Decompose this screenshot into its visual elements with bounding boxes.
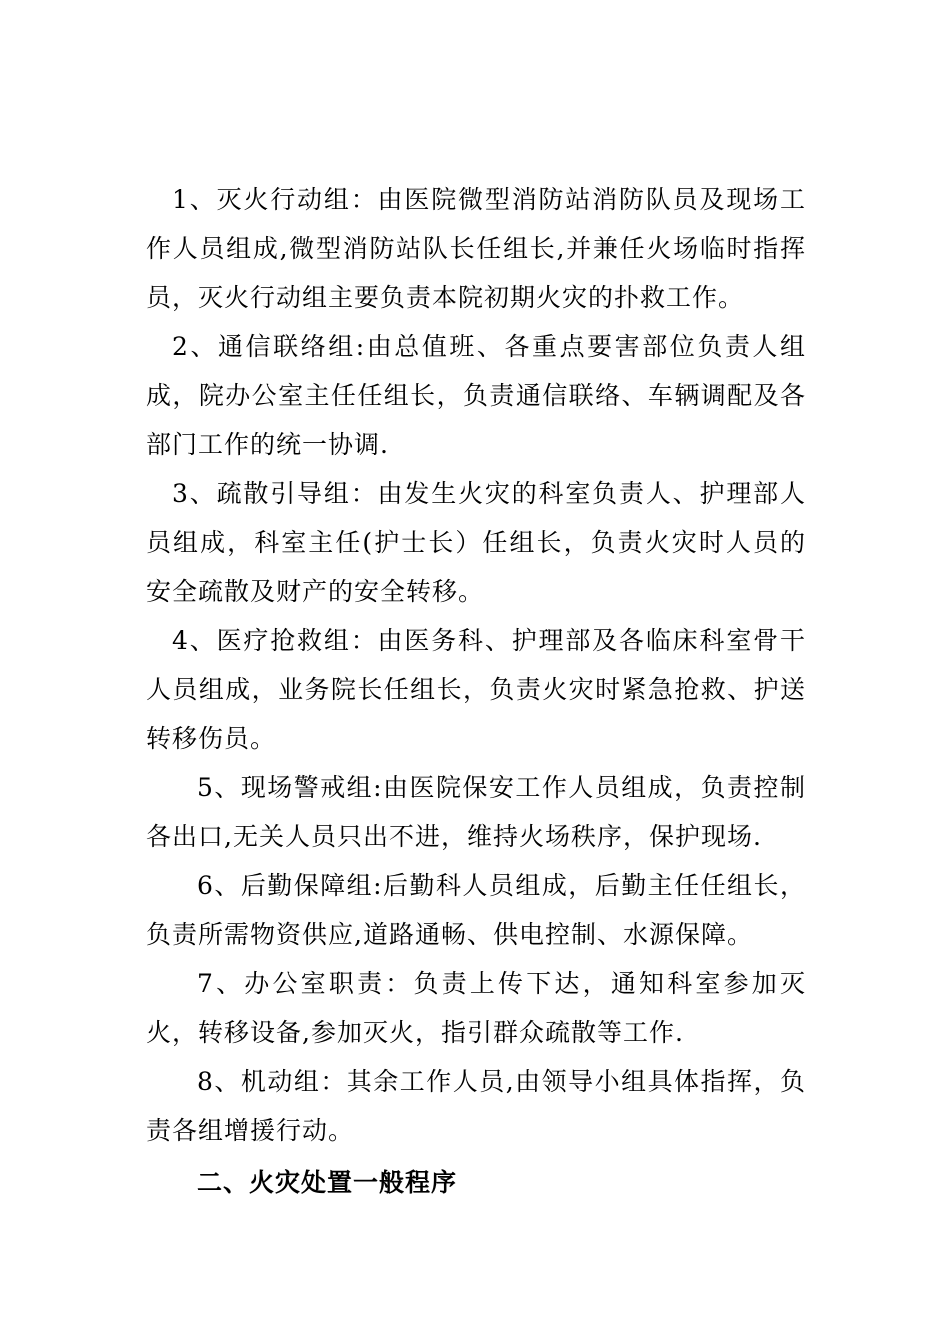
paragraph-fire-fighting-group: 1、灭火行动组：由医院微型消防站消防队员及现场工作人员组成,微型消防站队长任组长,并兼任火场临时指挥员，灭火行动组主要负责本院初期火灾的扑救工作。 [146,185,806,312]
document-body [146,175,806,1207]
paragraph-mobile-group: 8、机动组：其余工作人员,由领导小组具体指挥，负责各组增援行动。 [146,1067,806,1145]
paragraph-evacuation-group: 3、疏散引导组：由发生火灾的科室负责人、护理部人员组成，科室主任(护士长）任组长，负责火灾时人员的安全疏散及财产的安全转移。 [146,479,806,606]
paragraph-medical-rescue-group: 4、医疗抢救组：由医务科、护理部及各临床科室骨干人员组成，业务院长任组长，负责火灾时紧急抢救、护送转移伤员。 [146,626,806,753]
section-heading: 二、火灾处置一般程序 [197,1168,458,1197]
paragraph-communication-group: 2、通信联络组:由总值班、各重点要害部位负责人组成，院办公室主任任组长，负责通信联络、车辆调配及各部门工作的统一协调. [146,332,806,459]
paragraph-site-security-group: 5、现场警戒组:由医院保安工作人员组成，负责控制各出口,无关人员只出不进，维持火场秩序，保护现场. [146,773,806,851]
paragraph-office-duties: 7、办公室职责：负责上传下达，通知科室参加灭火，转移设备,参加灭火，指引群众疏散等工作. [146,969,806,1047]
paragraph-logistics-group: 6、后勤保障组:后勤科人员组成，后勤主任任组长，负责所需物资供应,道路通畅、供电控制、水源保障。 [146,871,806,949]
